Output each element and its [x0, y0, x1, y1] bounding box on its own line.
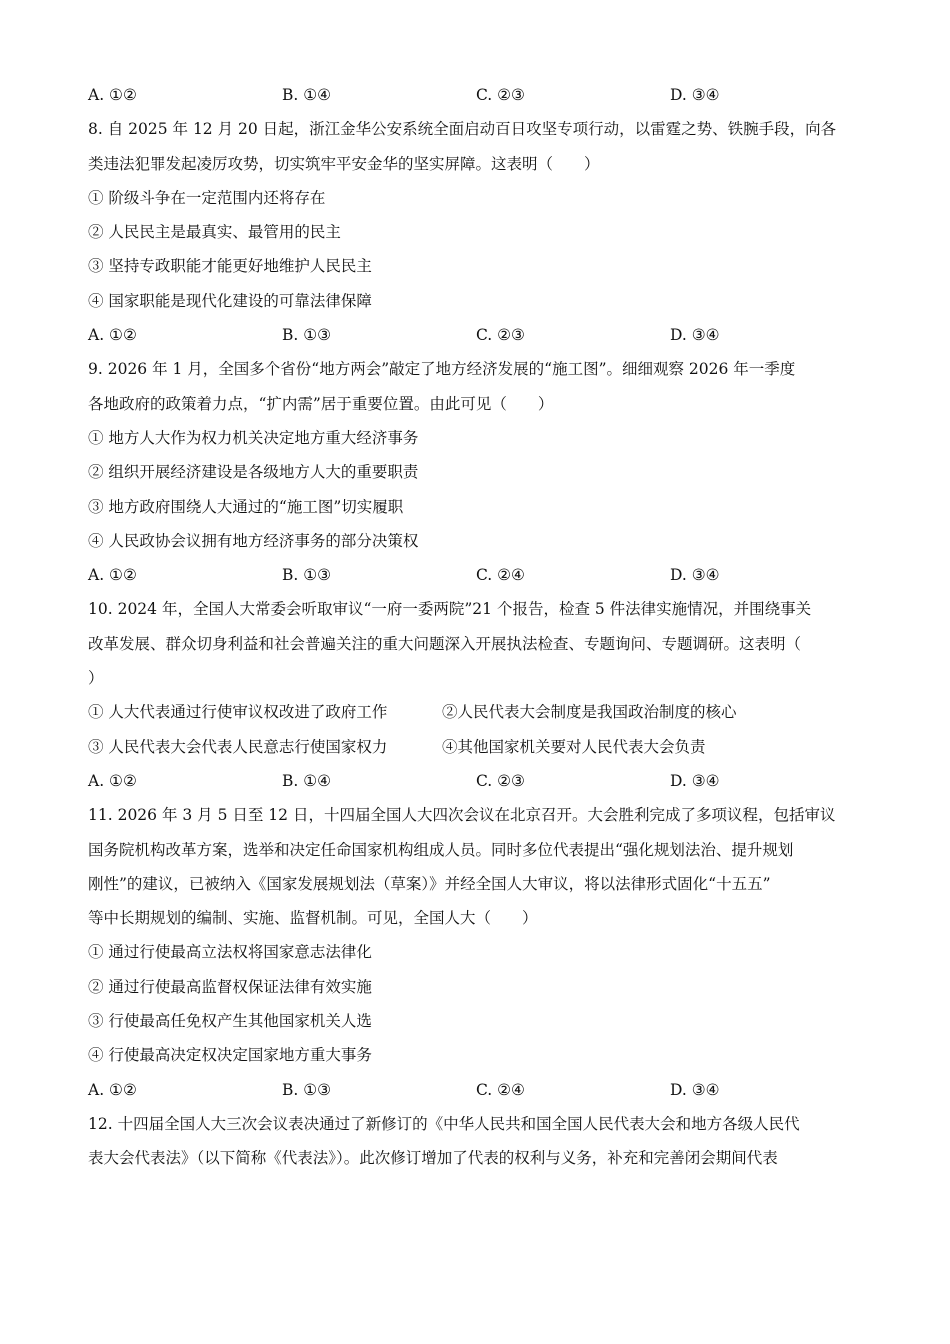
- q10-options: [88, 764, 868, 798]
- q11-item-1: ① 通过行使最高立法权将国家意志法律化: [88, 943, 372, 962]
- q8-option-b: B. ①③: [282, 326, 332, 345]
- q11-stem-line-4: 等中长期规划的编制、实施、监督机制。可见，全国人大（ ）: [88, 909, 538, 928]
- q11-stem-line-2: 国务院机构改革方案，选举和决定任命国家机构组成人员。同时多位代表提出“强化规划法治、提升规划: [88, 840, 794, 859]
- q9-item-1: ① 地方人大作为权力机关决定地方重大经济事务: [88, 428, 419, 447]
- q8-stem-line-1: 8. 自 2025 年 12 月 20 日起，浙江金华公安系统全面启动百日攻坚专项行动，以雷霆之势、铁腕手段，向各: [88, 120, 837, 139]
- q8-options: [88, 318, 868, 352]
- q8-option-a: A. ①②: [88, 326, 137, 345]
- q10-items-row-1: [88, 695, 868, 729]
- q9-stem-line-2: 各地政府的政策着力点，“扩内需”居于重要位置。由此可见（ ）: [88, 394, 554, 413]
- q8-item-1: ① 阶级斗争在一定范围内还将存在: [88, 188, 326, 207]
- q7-option-c: C. ②③: [476, 86, 525, 104]
- q9-option-c: C. ②④: [476, 566, 525, 585]
- q11-option-b: B. ①③: [282, 1080, 332, 1099]
- q7-option-d: D. ③④: [670, 86, 720, 104]
- q11-stem-line-3: 刚性”的建议，已被纳入《国家发展规划法（草案）》并经全国人大审议，将以法律形式固化“十五五”: [88, 874, 771, 893]
- q8-item-2: ② 人民民主是最真实、最管用的民主: [88, 223, 341, 242]
- q9-item-3: ③ 地方政府围绕人大通过的“施工图”切实履职: [88, 497, 404, 516]
- q7-option-a: A. ①②: [88, 86, 137, 104]
- q8-item-3: ③ 坚持专政职能才能更好地维护人民民主: [88, 257, 372, 276]
- q9-stem-line-1: 9. 2026 年 1 月，全国多个省份“地方两会”敲定了地方经济发展的“施工图”。细细观察 2026 年一季度: [88, 360, 796, 379]
- q9-item-4: ④ 人民政协会议拥有地方经济事务的部分决策权: [88, 531, 419, 550]
- q11-item-2: ② 通过行使最高监督权保证法律有效实施: [88, 977, 372, 996]
- q10-item-4: ④其他国家机关要对人民代表大会负责: [442, 737, 706, 756]
- q10-item-2: ②人民代表大会制度是我国政治制度的核心: [442, 703, 737, 722]
- q10-stem-line-1: 10. 2024 年，全国人大常委会听取审议“一府一委两院”21 个报告，检查 5 件法律实施情况，并围绕事关: [88, 600, 812, 619]
- q11-option-d: D. ③④: [670, 1080, 720, 1099]
- q10-option-b: B. ①④: [282, 771, 332, 790]
- q9-option-a: A. ①②: [88, 566, 137, 585]
- q10-items-row-2: [88, 730, 868, 764]
- exam-page: [88, 78, 868, 1176]
- q9-option-b: B. ①③: [282, 566, 332, 585]
- q8-item-4: ④ 国家职能是现代化建设的可靠法律保障: [88, 291, 372, 310]
- q10-stem-line-3: ）: [88, 669, 104, 688]
- q10-option-c: C. ②③: [476, 771, 525, 790]
- q7-options: [88, 78, 868, 112]
- q11-option-c: C. ②④: [476, 1080, 525, 1099]
- q10-option-d: D. ③④: [670, 771, 720, 790]
- q11-options: [88, 1073, 868, 1107]
- q8-option-c: C. ②③: [476, 326, 525, 345]
- q10-option-a: A. ①②: [88, 771, 137, 790]
- q8-stem-line-2: 类违法犯罪发起凌厉攻势，切实筑牢平安金华的坚实屏障。这表明（ ）: [88, 154, 600, 173]
- q11-item-4: ④ 行使最高决定权决定国家地方重大事务: [88, 1046, 372, 1065]
- q10-stem-line-2: 改革发展、群众切身利益和社会普遍关注的重大问题深入开展执法检查、专题询问、专题调研。这表明（: [88, 634, 802, 653]
- q9-options: [88, 558, 868, 592]
- q8-option-d: D. ③④: [670, 326, 720, 345]
- q9-item-2: ② 组织开展经济建设是各级地方人大的重要职责: [88, 463, 419, 482]
- q9-option-d: D. ③④: [670, 566, 720, 585]
- q12-stem-line-1: 12. 十四届全国人大三次会议表决通过了新修订的《中华人民共和国全国人民代表大会和地方各级人民代: [88, 1114, 800, 1133]
- q10-item-1: ① 人大代表通过行使审议权改进了政府工作: [88, 703, 388, 722]
- q11-item-3: ③ 行使最高任免权产生其他国家机关人选: [88, 1012, 372, 1031]
- q11-stem-line-1: 11. 2026 年 3 月 5 日至 12 日，十四届全国人大四次会议在北京召开。大会胜利完成了多项议程，包括审议: [88, 806, 836, 825]
- q11-option-a: A. ①②: [88, 1080, 137, 1099]
- q7-option-b: B. ①④: [282, 86, 332, 104]
- q10-item-3: ③ 人民代表大会代表人民意志行使国家权力: [88, 737, 388, 756]
- q12-stem-line-2: 表大会代表法》（以下简称《代表法》）。此次修订增加了代表的权利与义务，补充和完善闭会期间代表: [88, 1149, 778, 1168]
